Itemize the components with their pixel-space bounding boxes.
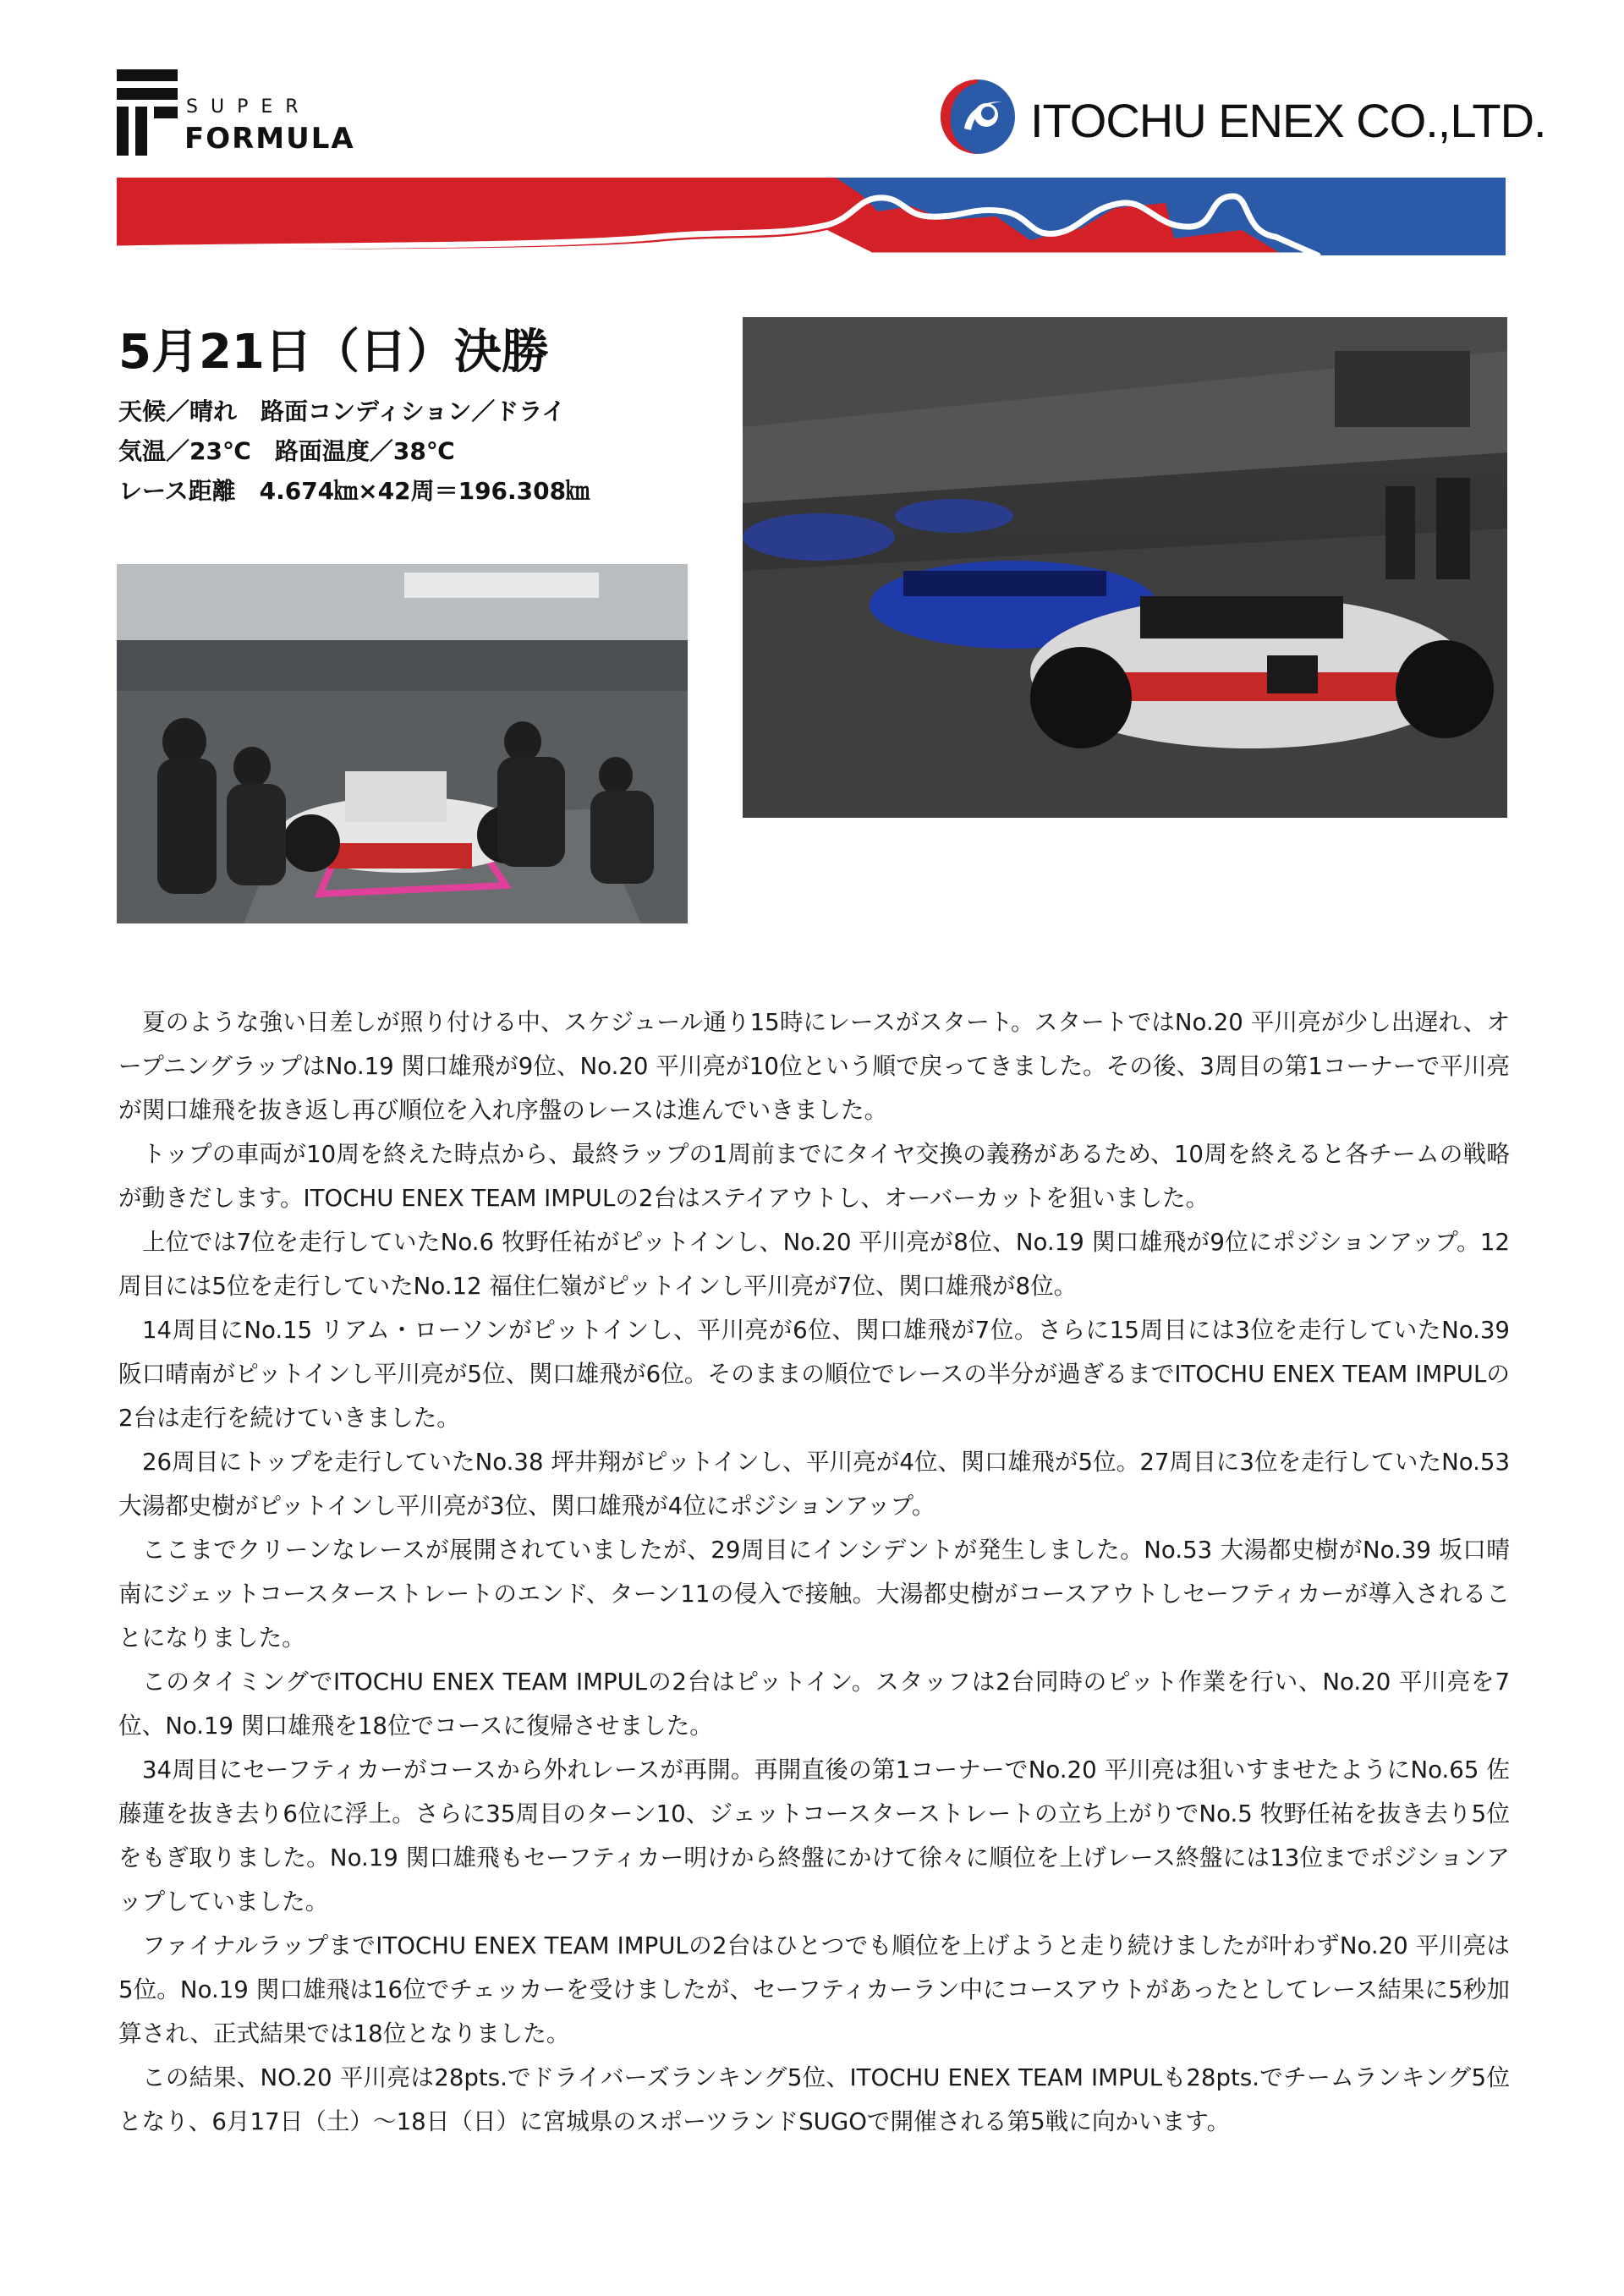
super-formula-logo [117, 69, 370, 162]
report-paragraph: 上位では7位を走行していたNo.6 牧野任祐がピットインし、No.20 平川亮が8位、No.19 関口雄飛が9位にポジションアップ。12周目には5位を走行していたNo.12 福住仁嶺がピットインし平川亮が7位、関口雄飛が8位。 [118, 1228, 1510, 1300]
header-banner [117, 178, 1506, 255]
report-paragraph: ここまでクリーンなレースが展開されていましたが、29周目にインシデントが発生しました。No.53 大湯都史樹がNo.39 坂口晴南にジェットコースターストレートのエンド、ターン11の侵入で接触。大湯都史樹がコースアウトしセーフティカーが導入されることになりました。 [118, 1536, 1510, 1652]
report-paragraph: 34周目にセーフティカーがコースから外れレースが再開。再開直後の第1コーナーでNo.20 平川亮は狙いすませたようにNo.65 佐藤蓮を抜き去り6位に浮上。さらに35周目のターン10、ジェットコースターストレートの立ち上がりでNo.5 牧野任祐を抜き去り5位をもぎ取りました。No.19 関口雄飛もセーフティカー明けから終盤にかけて徐々に順位を上げレース終盤には13位までポジションアップしていました。 [118, 1756, 1510, 1915]
logo-bar [135, 107, 147, 156]
logo-super-text: SUPER [186, 96, 311, 118]
race-report [118, 1000, 1510, 2144]
conditions-temperature: 気温／23℃ 路面温度／38℃ [118, 437, 455, 465]
photo-pit-stop [117, 564, 688, 923]
pit-lane-image [743, 317, 1507, 818]
race-title: 5月21日（日）決勝 [118, 325, 549, 380]
report-paragraph: このタイミングでITOCHU ENEX TEAM IMPULの2台はピットイン。スタッフは2台同時のピット作業を行い、No.20 平川亮を7位、No.19 関口雄飛を18位でコースに復帰させました。 [118, 1668, 1510, 1740]
pit-stop-image [117, 564, 688, 923]
report-paragraph: 夏のような強い日差しが照り付ける中、スケジュール通り15時にレースがスタート。スタートではNo.20 平川亮が少し出遅れ、オープニングラップはNo.19 関口雄飛が9位、No.20 平川亮が10位という順で戻ってきました。その後、3周目の第1コーナーで平川亮が関口雄飛を抜き返し再び順位を入れ序盤のレースは進んでいきました。 [118, 1008, 1510, 1124]
report-paragraph: この結果、NO.20 平川亮は28pts.でドライバーズランキング5位、ITOCHU ENEX TEAM IMPULも28pts.でチームランキング5位となり、6月17日（土）～18日（日）に宮城県のスポーツランドSUGOで開催される第5戦に向かいます。 [118, 2063, 1510, 2135]
logo-bar [117, 88, 178, 100]
photo-pit-lane [743, 317, 1507, 818]
report-paragraph: トップの車両が10周を終えた時点から、最終ラップの1周前までにタイヤ交換の義務があるため、10周を終えると各チームの戦略が動きだします。ITOCHU ENEX TEAM IMPULの2台はステイアウトし、オーバーカットを狙いました。 [118, 1140, 1510, 1212]
conditions-distance: レース距離 4.674㎞×42周＝196.308㎞ [118, 477, 590, 505]
conditions-weather: 天候／晴れ 路面コンディション／ドライ [118, 397, 566, 425]
itochu-enex-mark-icon [939, 78, 1017, 156]
logo-formula-text: FORMULA [184, 122, 355, 156]
logo-bar [117, 107, 129, 156]
report-paragraph: ファイナルラップまでITOCHU ENEX TEAM IMPULの2台はひとつでも順位を上げようと走り続けましたが叶わずNo.20 平川亮は5位。No.19 関口雄飛は16位でチェッカーを受けましたが、セーフティカーラン中にコースアウトがあったとしてレース結果に5秒加算され、正式結果では18位となりました。 [118, 1932, 1510, 2047]
logo-bar [117, 69, 178, 81]
logo-bar [154, 107, 178, 118]
company-name: ITOCHU ENEX CO.,LTD. [1030, 94, 1546, 147]
report-paragraph: 26周目にトップを走行していたNo.38 坪井翔がピットインし、平川亮が4位、関口雄飛が5位。27周目に3位を走行していたNo.53 大湯都史樹がピットインし平川亮が3位、関口雄飛が4位にポジションアップ。 [118, 1448, 1510, 1520]
report-paragraph: 14周目にNo.15 リアム・ローソンがピットインし、平川亮が6位、関口雄飛が7位。さらに15周目には3位を走行していたNo.39 阪口晴南がピットインし平川亮が5位、関口雄飛が6位。そのままの順位でレースの半分が過ぎるまでITOCHU ENEX TEAM IMPULの2台は走行を続けていきました。 [118, 1316, 1510, 1432]
itochu-enex-logo [939, 78, 1546, 162]
